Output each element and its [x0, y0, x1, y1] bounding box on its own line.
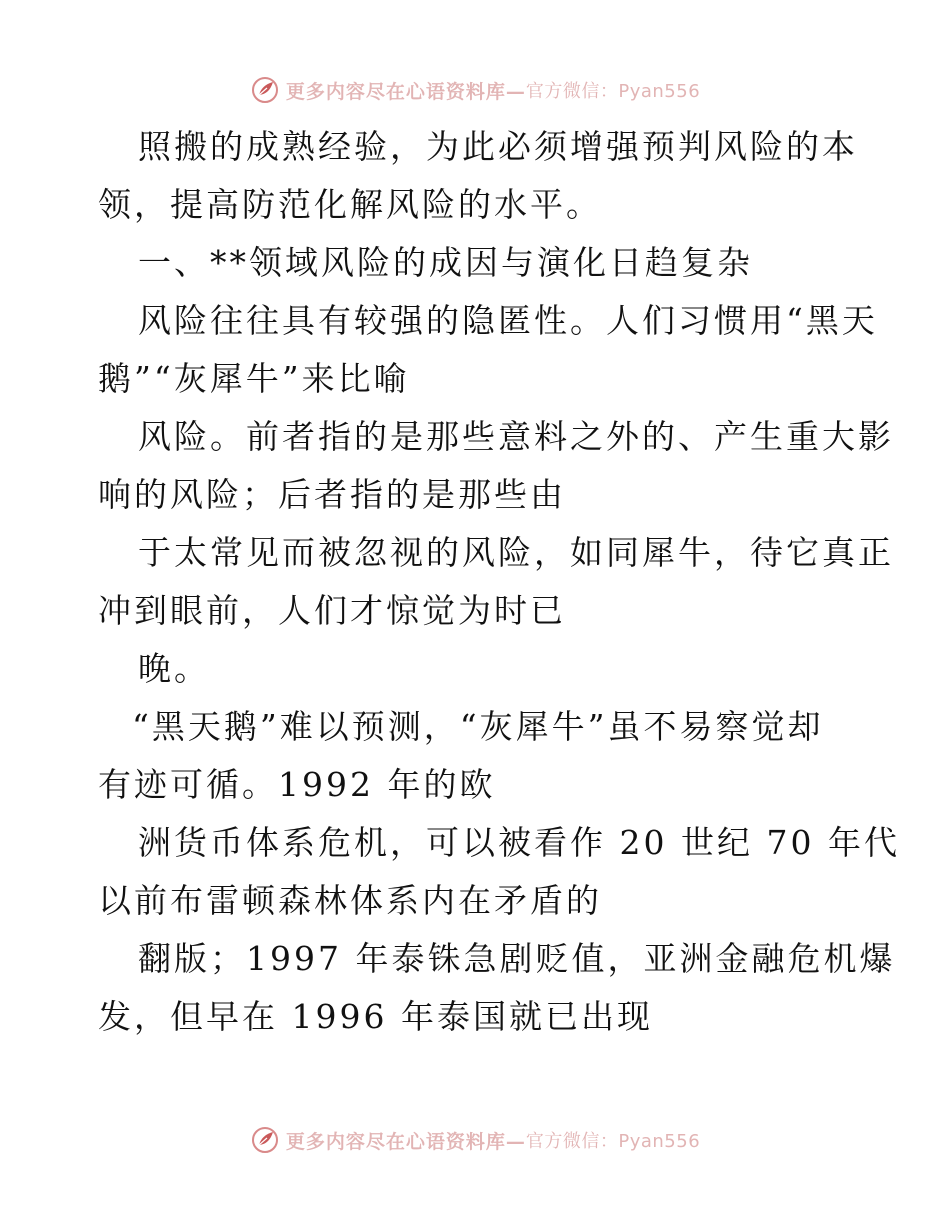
text-line: 有迹可循。1992 年的欧 [98, 765, 496, 804]
banner-main-text: 更多内容尽在心语资料库— [285, 80, 526, 103]
footer-banner [0, 1120, 950, 1160]
text-line: 风险。前者指的是那些意料之外的、产生重大影 [138, 417, 894, 456]
banner-wechat-text: 官方微信：Pyan556 [525, 1131, 701, 1152]
text-line: 照搬的成熟经验，为此必须增强预判风险的本 [138, 127, 858, 166]
text-line: 发，但早在 1996 年泰国就已出现 [98, 997, 653, 1036]
text-line: 响的风险；后者指的是那些由 [98, 475, 566, 514]
banner-main-text: 更多内容尽在心语资料库— [285, 1130, 526, 1153]
text-line: 晚。 [138, 649, 210, 688]
text-line: 以前布雷顿森林体系内在矛盾的 [98, 881, 602, 920]
text-line: 于太常见而被忽视的风险，如同犀牛，待它真正 [138, 533, 894, 572]
red-leaf-logo-icon [250, 75, 280, 105]
banner-wechat-text: 官方微信：Pyan556 [525, 81, 701, 102]
header-banner [0, 70, 950, 110]
text-line: 冲到眼前，人们才惊觉为时已 [98, 591, 566, 630]
red-leaf-logo-icon [250, 1125, 280, 1155]
text-line: 洲货币体系危机，可以被看作 20 世纪 70 年代 [138, 823, 900, 862]
text-line: 鹅”“灰犀牛”来比喻 [98, 359, 410, 398]
body-text [98, 118, 900, 1046]
text-line: “黑天鹅”难以预测，“灰犀牛”虽不易察觉却 [132, 707, 824, 746]
text-line: 领，提高防范化解风险的水平。 [98, 185, 602, 224]
text-line: 风险往往具有较强的隐匿性。人们习惯用“黑天 [138, 301, 878, 340]
text-line: 翻版；1997 年泰铢急剧贬值，亚洲金融危机爆 [138, 939, 896, 978]
section-heading: 一、**领域风险的成因与演化日趋复杂 [138, 243, 753, 282]
